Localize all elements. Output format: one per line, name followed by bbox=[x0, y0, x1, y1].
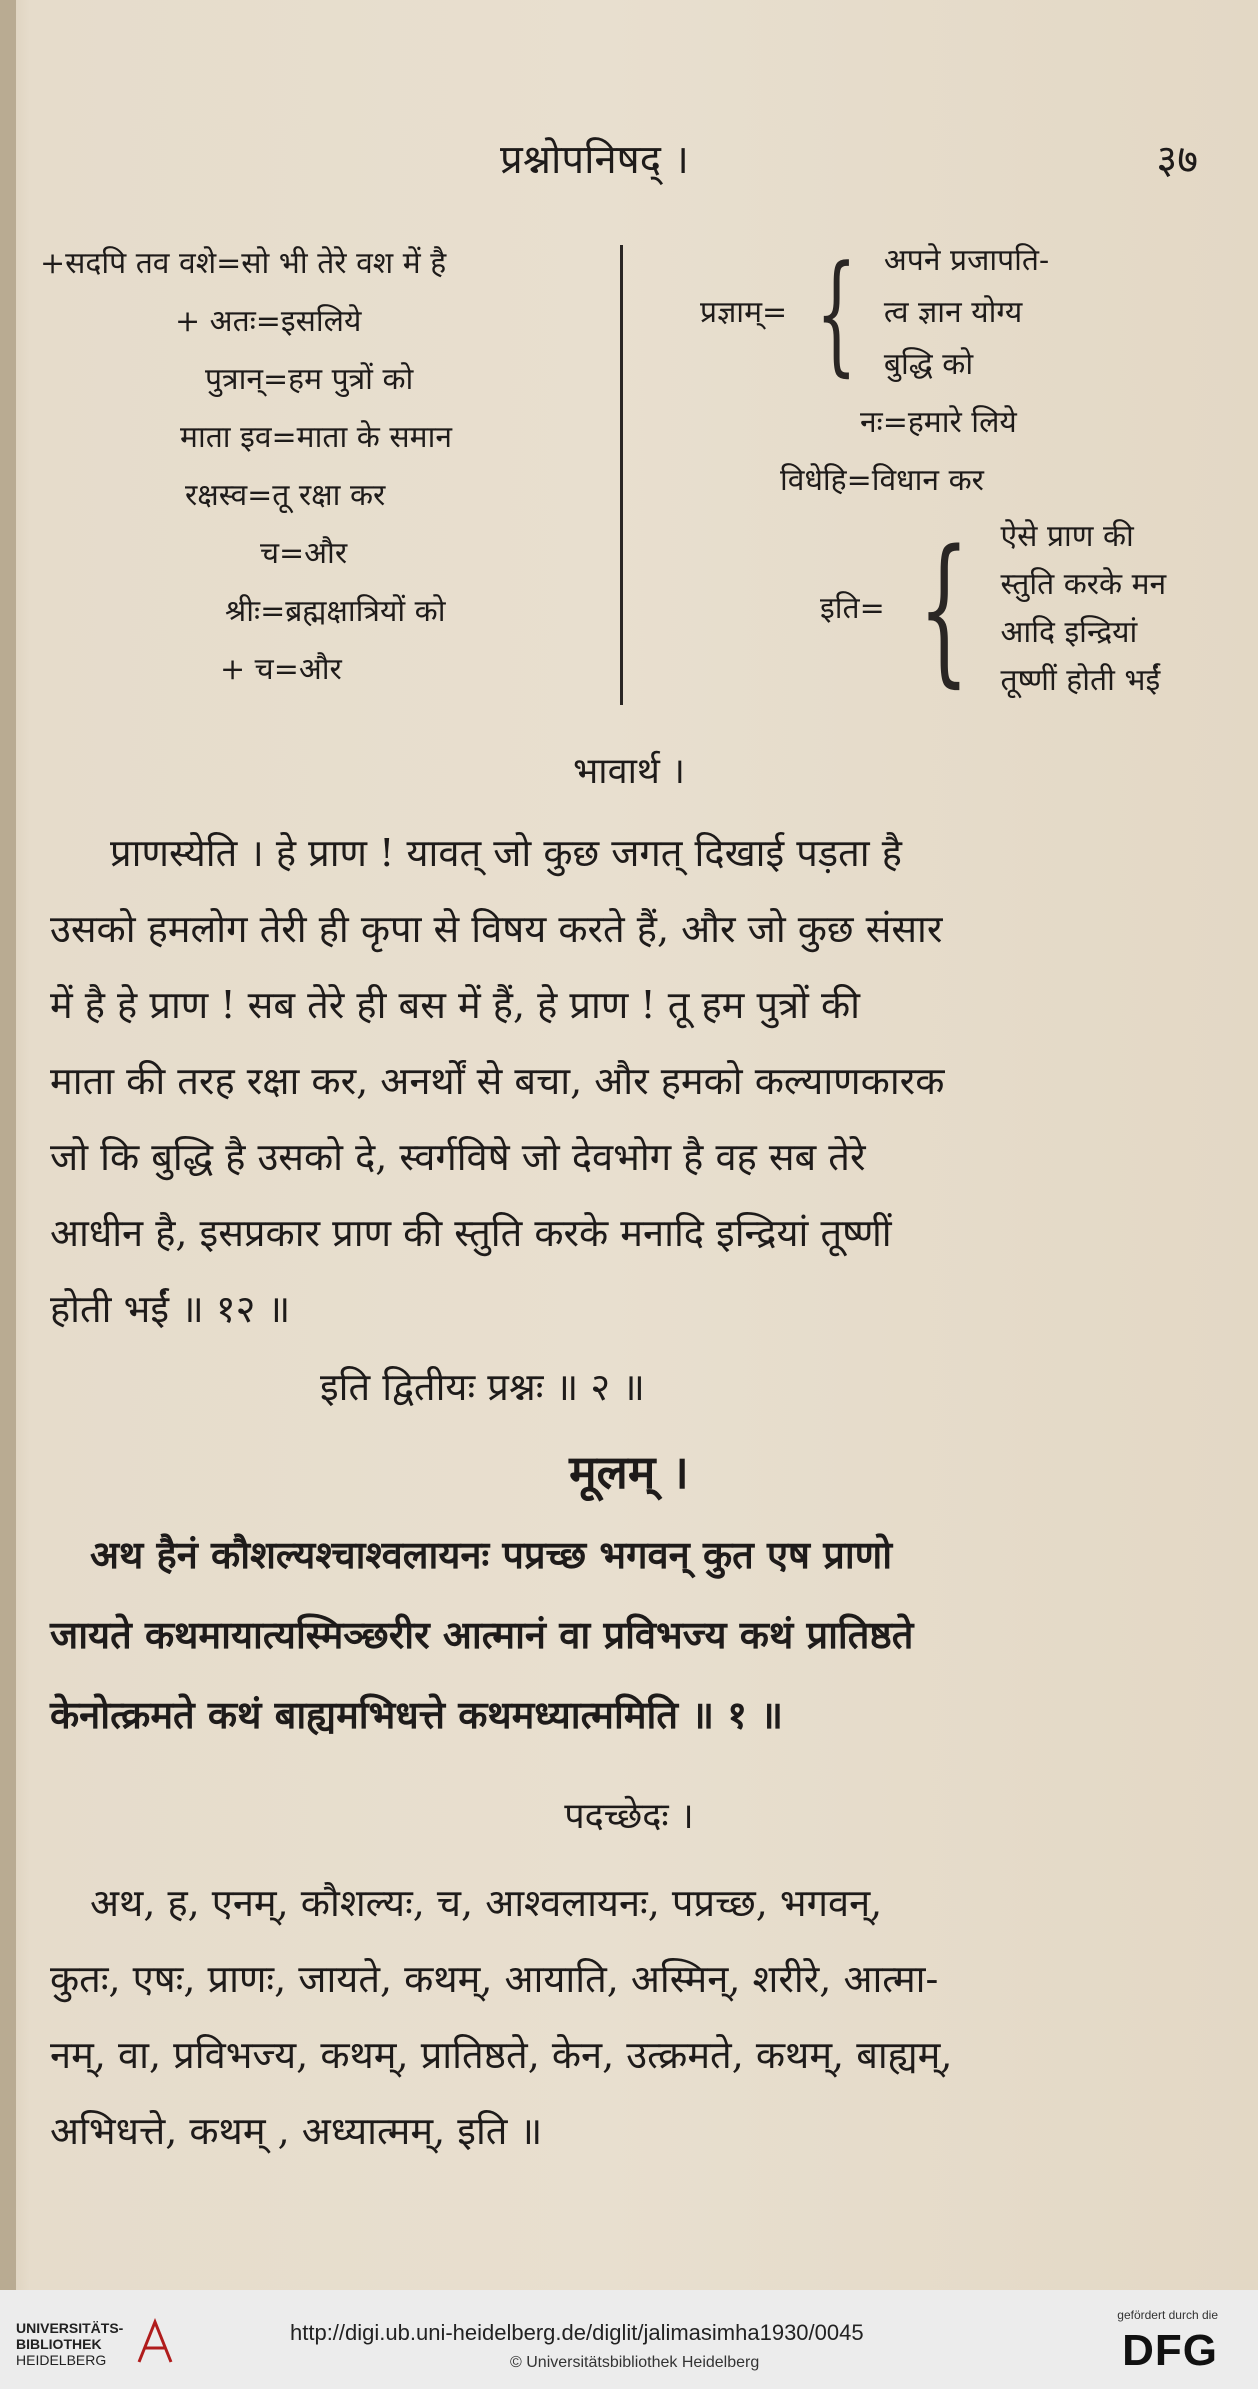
copyright-text: © Universitätsbibliothek Heidelberg bbox=[510, 2354, 760, 2371]
bhavartha-heading: भावार्थ । bbox=[572, 751, 686, 792]
section-end-line: इति द्वितीयः प्रश्नः ॥ २ ॥ bbox=[320, 1365, 645, 1409]
gloss-line: +सदपि तव वशे=सो भी तेरे वश में है bbox=[40, 246, 447, 281]
dfg-logo[interactable]: DFG bbox=[1122, 2326, 1218, 2375]
gloss-line: श्रीः=ब्रह्मक्षात्रियों को bbox=[225, 594, 446, 629]
gloss-line: तूष्णीं होती भईं bbox=[1000, 663, 1161, 698]
gloss-line: रक्षस्व=तू रक्षा कर bbox=[185, 478, 386, 513]
gloss-line: स्तुति करके मन bbox=[1000, 567, 1167, 602]
bhavartha-paragraph bbox=[50, 815, 1200, 1347]
text-line: उसको हमलोग तेरी ही कृपा से विषय करते हैं, और जो कुछ संसार bbox=[50, 907, 943, 951]
library-logo[interactable] bbox=[16, 2320, 123, 2368]
brace-icon: { bbox=[815, 237, 858, 389]
iti-gloss bbox=[700, 513, 1220, 705]
gloss-right-column bbox=[700, 235, 1220, 711]
text-line: कुतः, एषः, प्राणः, जायते, कथम्, आयाति, अस्मिन्, शरीरे, आत्मा- bbox=[50, 1957, 939, 2001]
viewer-footer bbox=[0, 2290, 1258, 2389]
gloss-line: नः=हमारे लिये bbox=[860, 405, 1017, 440]
gloss-left-column bbox=[40, 235, 625, 699]
padcheda-heading: पदच्छेदः । bbox=[564, 1796, 694, 1837]
brace-icon: { bbox=[918, 515, 970, 702]
text-line: माता की तरह रक्षा कर, अनर्थों से बचा, और हमको कल्याणकारक bbox=[50, 1059, 945, 1103]
page-header bbox=[0, 130, 1258, 190]
gloss-line: + च=और bbox=[220, 652, 342, 687]
page-number: ३७ bbox=[1156, 137, 1198, 183]
mantra-line: केनोत्क्रमते कथं बाह्यमभिधत्ते कथमध्यात्ममिति ॥ १ ॥ bbox=[50, 1692, 784, 1737]
padcheda-paragraph bbox=[50, 1865, 1200, 2169]
gloss-line: ऐसे प्राण की bbox=[1000, 519, 1134, 554]
text-line: में है हे प्राण ! सब तेरे ही बस में हैं, हे प्राण ! तू हम पुत्रों की bbox=[50, 983, 860, 1027]
column-divider bbox=[620, 245, 623, 705]
gloss-line: आदि इन्द्रियां bbox=[1000, 615, 1138, 650]
library-emblem-icon bbox=[135, 2318, 175, 2366]
page-edge bbox=[0, 0, 16, 2290]
mantra-line: अथ हैनं कौशल्यश्चाश्वलायनः पप्रच्छ भगवन् कुत एष प्राणो bbox=[90, 1532, 893, 1577]
gloss-line: त्व ज्ञान योग्य bbox=[883, 295, 1023, 330]
text-line: आधीन है, इसप्रकार प्राण की स्तुति करके मनादि इन्द्रियां तूष्णीं bbox=[50, 1211, 892, 1255]
prajnam-gloss bbox=[700, 235, 1220, 391]
gloss-key: इति= bbox=[820, 591, 885, 626]
gloss-line: अपने प्रजापति- bbox=[883, 243, 1050, 278]
permalink-url[interactable]: http://digi.ub.uni-heidelberg.de/diglit/jalimasimha1930/0045 bbox=[290, 2320, 864, 2345]
text-line: होती भईं ॥ १२ ॥ bbox=[50, 1287, 291, 1331]
text-line: नम्, वा, प्रविभज्य, कथम्, प्रातिष्ठते, केन, उत्क्रमते, कथम्, बाह्यम्, bbox=[50, 2033, 953, 2077]
running-title: प्रश्नोपनिषद् । bbox=[500, 137, 689, 183]
text-line: अथ, ह, एनम्, कौशल्यः, च, आश्वलायनः, पप्रच्छ, भगवन्, bbox=[90, 1881, 883, 1925]
gloss-line: च=और bbox=[260, 536, 348, 571]
text-line: जो कि बुद्धि है उसको दे, स्वर्गविषे जो देवभोग है वह सब तेरे bbox=[50, 1135, 866, 1179]
funding-note: gefördert durch die bbox=[1117, 2308, 1218, 2322]
gloss-line: पुत्रान्=हम पुत्रों को bbox=[205, 362, 414, 397]
gloss-key: प्रज्ञाम्= bbox=[700, 295, 788, 330]
gloss-line: माता इव=माता के समान bbox=[180, 420, 452, 455]
text-line: प्राणस्येति । हे प्राण ! यावत् जो कुछ जगत् दिखाई पड़ता है bbox=[110, 831, 902, 875]
mantra-text bbox=[50, 1515, 1210, 1755]
library-name-line: HEIDELBERG bbox=[16, 2352, 107, 2368]
gloss-line: विधेहि=विधान कर bbox=[780, 463, 984, 498]
gloss-line: + अतः=इसलिये bbox=[175, 304, 362, 339]
library-name-line: UNIVERSITÄTS- bbox=[16, 2320, 124, 2336]
library-name-line: BIBLIOTHEK bbox=[16, 2336, 102, 2352]
gloss-line: बुद्धि को bbox=[883, 347, 974, 382]
text-line: अभिधत्ते, कथम् , अध्यात्मम्, इति ॥ bbox=[50, 2109, 543, 2153]
moolam-heading: मूलम् । bbox=[569, 1445, 689, 1499]
mantra-line: जायते कथमायात्यस्मिञ्छरीर आत्मानं वा प्रविभज्य कथं प्रातिष्ठते bbox=[50, 1612, 914, 1657]
